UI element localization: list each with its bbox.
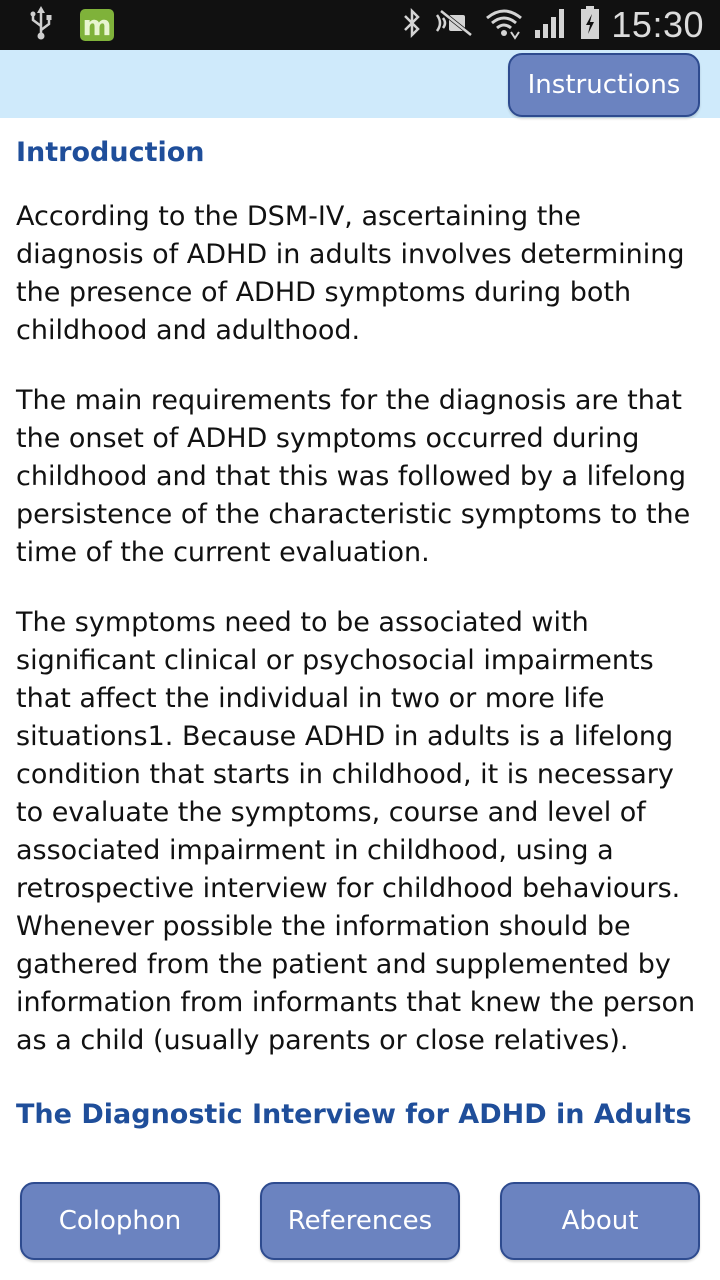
usb-icon (28, 6, 54, 44)
battery-icon (579, 5, 601, 45)
content-body (0, 118, 720, 1132)
app-m-icon: m (80, 9, 114, 41)
section-heading-diagnostic-interview: The Diagnostic Interview for ADHD in Adults (16, 1099, 692, 1130)
status-bar-right (401, 4, 704, 46)
instructions-button[interactable]: Instructions (508, 53, 700, 117)
bluetooth-icon (401, 7, 423, 43)
mute-icon (433, 7, 475, 43)
section-heading-introduction: Introduction (16, 137, 205, 168)
paragraph-1: According to the DSM-IV, ascertaining the diagnosis of ADHD in adults involves determining the presence of ADHD symptoms during both childhood and adulthood. (16, 201, 685, 346)
content-scroll-area[interactable] (0, 118, 720, 1162)
paragraph-3: The symptoms need to be associated with significant clinical or psychosocial impairments that affect the individual in two or more life situations1. Because ADHD in adults is a lifelong condition that starts in childhood, it is necessary to evaluate the symptoms, course and level of associated impairment in childhood, using a retrospective interview for childhood behaviours. Whenever possible the information should be gathered from the patient and supplemented by information from informants that knew the person as a child (usually parents or close relatives). (16, 607, 696, 1056)
references-button[interactable]: References (260, 1182, 460, 1260)
wifi-icon (485, 6, 523, 44)
status-bar-left (28, 6, 114, 44)
about-button[interactable]: About (500, 1182, 700, 1260)
signal-icon (533, 6, 569, 44)
colophon-button[interactable]: Colophon (20, 1182, 220, 1260)
status-time: 15:30 (611, 4, 704, 45)
status-bar (0, 0, 720, 50)
paragraph-2: The main requirements for the diagnosis are that the onset of ADHD symptoms occurred during childhood and that this was followed by a lifelong persistence of the characteristic symptoms to the time of the current evaluation. (16, 385, 691, 568)
